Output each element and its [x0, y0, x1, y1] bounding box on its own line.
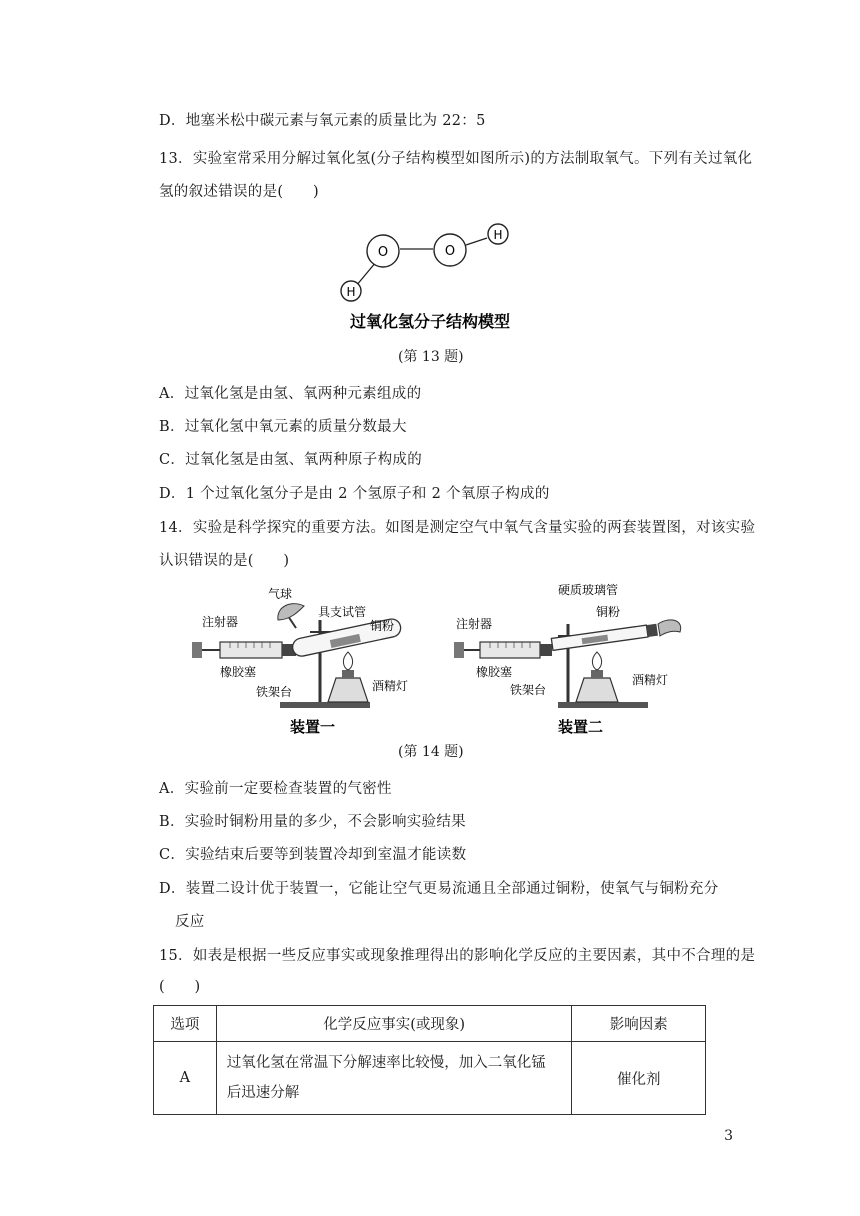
- device-two-title: 装置二: [558, 718, 604, 736]
- molecule-title: 过氧化氢分子结构模型: [349, 312, 511, 331]
- label-stand: 铁架台: [510, 683, 547, 697]
- q14-option-d: D．装置二设计优于装置一，它能让空气更易流通且全部通过铜粉，使氧气与铜粉充分: [159, 881, 719, 897]
- bond-o2-h2: [466, 238, 487, 245]
- label-stopper: 橡胶塞: [220, 665, 257, 679]
- q13-caption: (第 13 题): [398, 349, 464, 365]
- q14-option-b: B．实验时铜粉用量的多少，不会影响实验结果: [159, 814, 466, 830]
- q14-device-two-figure: [448, 580, 698, 740]
- label-lamp: 酒精灯: [372, 679, 409, 693]
- label-syringe: 注射器: [456, 617, 493, 631]
- q13-stem-line1: 13．实验室常采用分解过氧化氢(分子结构模型如图所示)的方法制取氧气。下列有关过氧化: [159, 151, 753, 167]
- syringe-barrel: [480, 642, 540, 658]
- stand-base: [558, 702, 648, 708]
- q13-molecule-figure: [330, 218, 530, 336]
- q13-option-a: A．过氧化氢是由氢、氧两种元素组成的: [159, 386, 422, 402]
- q15-stem-line1: 15．如表是根据一些反应事实或现象推理得出的影响化学反应的主要因素，其中不合理的是: [159, 948, 756, 964]
- alcohol-lamp: [576, 678, 618, 702]
- label-stand: 铁架台: [256, 685, 293, 699]
- label-test-tube: 具支试管: [318, 605, 367, 619]
- flame: [343, 652, 352, 670]
- q14-stem-line2: 认识错误的是( ): [159, 553, 290, 569]
- q14-option-d-cont: 反应: [175, 914, 205, 930]
- header-fact: 化学反应事实(或现象): [216, 1006, 572, 1042]
- q13-option-d: D．1 个过氧化氢分子是由 2 个氢原子和 2 个氧原子构成的: [159, 486, 550, 502]
- atom-o1-label: O: [377, 245, 389, 260]
- label-lamp: 酒精灯: [632, 673, 669, 687]
- label-copper: 铜粉: [596, 605, 621, 619]
- alcohol-lamp: [328, 678, 368, 702]
- q13-stem-line2: 氢的叙述错误的是( ): [159, 184, 319, 200]
- q15-stem-line2: ( ): [159, 979, 201, 995]
- q14-caption: (第 14 题): [398, 744, 464, 760]
- header-option: 选项: [154, 1006, 217, 1042]
- rubber-stopper-left: [540, 644, 552, 656]
- q14-device-one-figure: [180, 580, 430, 740]
- row-a-option: A: [154, 1042, 217, 1115]
- atom-h2-label: H: [493, 228, 503, 242]
- table-row: [154, 1042, 706, 1115]
- page-number: 3: [724, 1128, 733, 1144]
- bond-h1-o1: [356, 262, 376, 286]
- q13-option-c: C．过氧化氢是由氢、氧两种原子构成的: [159, 452, 422, 468]
- q12-option-d: D．地塞米松中碳元素与氧元素的质量比为 22：5: [159, 113, 486, 129]
- row-a-fact: [216, 1042, 572, 1115]
- rubber-stopper-right: [646, 624, 658, 637]
- stand-base: [280, 702, 370, 708]
- label-balloon: 气球: [268, 587, 293, 601]
- label-glass-tube: 硬质玻璃管: [558, 583, 619, 597]
- balloon: [658, 620, 681, 636]
- label-syringe: 注射器: [202, 615, 239, 629]
- syringe-barrel: [220, 642, 282, 658]
- q13-option-b: B．过氧化氢中氧元素的质量分数最大: [159, 419, 407, 435]
- syringe-plunger-end: [454, 642, 464, 658]
- flame: [592, 652, 601, 670]
- q15-table-header-row: [154, 1006, 706, 1042]
- q14-option-c: C．实验结束后要等到装置冷却到室温才能读数: [159, 847, 467, 863]
- label-copper: 铜粉: [370, 619, 395, 633]
- q14-option-a: A．实验前一定要检查装置的气密性: [159, 781, 392, 797]
- row-a-fact-line1: 过氧化氢在常温下分解速率比较慢，加入二氧化锰: [226, 1055, 546, 1071]
- atom-h1-label: H: [346, 285, 356, 299]
- q14-stem-line1: 14．实验是科学探究的重要方法。如图是测定空气中氧气含量实验的两套装置图，对该实验: [159, 520, 756, 536]
- label-stopper: 橡胶塞: [476, 665, 513, 679]
- balloon: [278, 604, 304, 620]
- header-factor: 影响因素: [572, 1006, 706, 1042]
- row-a-fact-line2: 后迅速分解: [226, 1085, 300, 1101]
- row-a-factor: 催化剂: [572, 1042, 706, 1115]
- device-one-title: 装置一: [290, 718, 336, 736]
- syringe-plunger-end: [192, 642, 202, 658]
- atom-o2-label: O: [444, 244, 456, 259]
- q15-table: [153, 1005, 706, 1115]
